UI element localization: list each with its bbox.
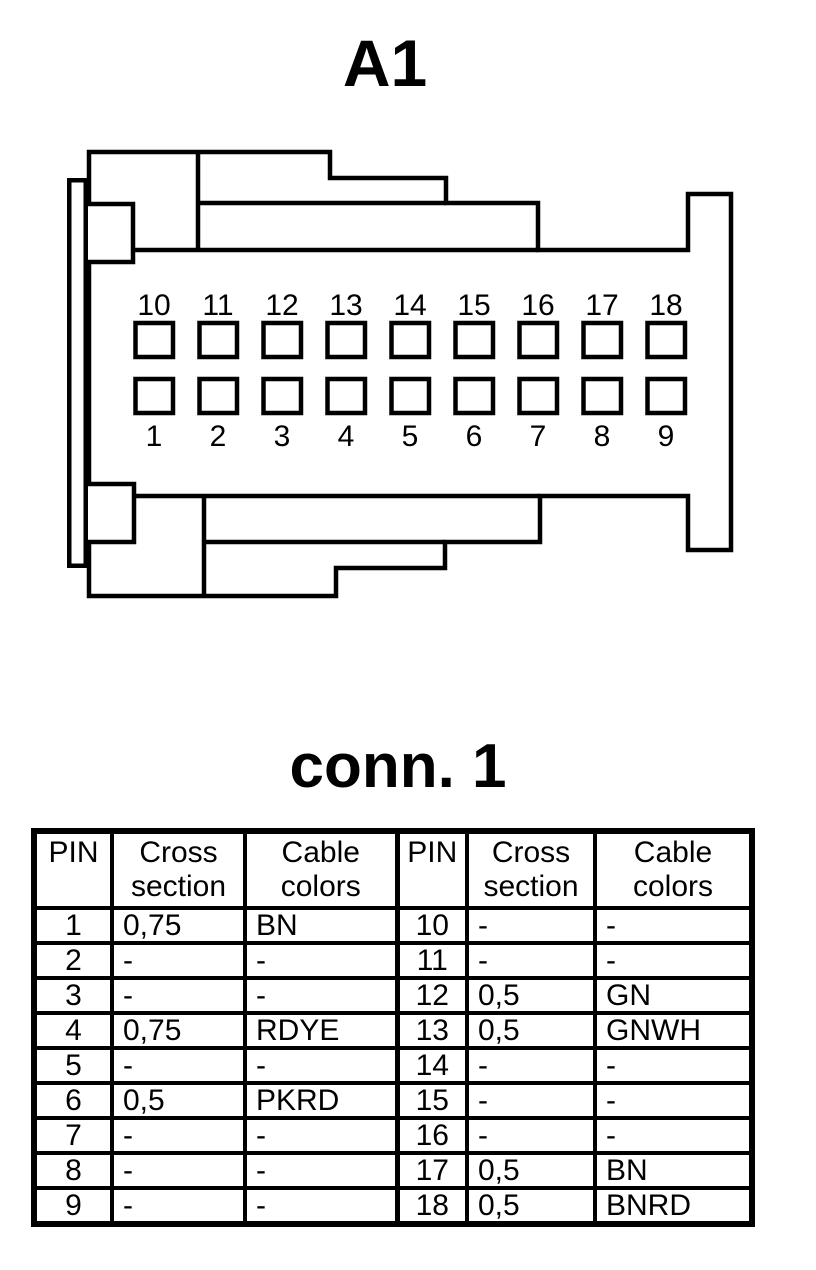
table-row: [34, 978, 752, 1013]
cross-section-value: 0,75: [112, 1013, 245, 1048]
pin-number: 2: [34, 943, 112, 978]
connector-housing-outline: [89, 152, 731, 596]
pin-label-1: 1: [145, 420, 163, 453]
cable-color-value: BNRD: [595, 1188, 752, 1224]
cable-color-value: -: [595, 908, 752, 943]
pin-cavity-18: [648, 323, 686, 357]
pin-number: 7: [34, 1118, 112, 1153]
pin-label-17: 17: [585, 289, 619, 322]
table-row: [34, 1048, 752, 1083]
table-row: [34, 1118, 752, 1153]
header-cable-colors-left: Cable colors: [245, 831, 397, 908]
pin-labels-top-row: [137, 289, 682, 322]
pin-cavity-3: [264, 379, 302, 413]
pin-label-11: 11: [202, 289, 234, 322]
cable-color-value: -: [245, 978, 397, 1013]
header-pin-left: PIN: [34, 831, 112, 908]
pin-label-9: 9: [657, 420, 675, 453]
cable-color-value: -: [595, 1048, 752, 1083]
cross-section-value: -: [467, 1083, 595, 1118]
pin-label-4: 4: [337, 420, 355, 453]
pin-number: 14: [397, 1048, 467, 1083]
cable-color-value: -: [245, 1153, 397, 1188]
pin-number: 12: [397, 978, 467, 1013]
pin-cavity-9: [648, 379, 686, 413]
pin-cavity-2: [200, 379, 238, 413]
cross-section-value: -: [467, 1118, 595, 1153]
pin-cavity-16: [520, 323, 558, 357]
pin-cavity-4: [328, 379, 366, 413]
pin-cavities-top-row: [136, 323, 686, 357]
pin-label-15: 15: [457, 289, 491, 322]
table-row: [34, 943, 752, 978]
table-row: [34, 1083, 752, 1118]
pin-number: 18: [397, 1188, 467, 1224]
pin-number: 11: [397, 943, 467, 978]
pin-cavity-15: [456, 323, 494, 357]
pin-number: 5: [34, 1048, 112, 1083]
pin-cavity-6: [456, 379, 494, 413]
pin-number: 17: [397, 1153, 467, 1188]
pin-label-8: 8: [593, 420, 611, 453]
pin-label-3: 3: [273, 420, 291, 453]
pin-label-2: 2: [209, 420, 227, 453]
header-cross-section-right: Cross section: [467, 831, 595, 908]
connector-title: A1: [342, 26, 428, 100]
table-header-row: [34, 831, 752, 908]
pin-cavity-8: [584, 379, 622, 413]
pin-cavity-7: [520, 379, 558, 413]
pin-number: 16: [397, 1118, 467, 1153]
cross-section-value: 0,75: [112, 908, 245, 943]
cross-section-value: -: [112, 1153, 245, 1188]
header-cross-section-left: Cross section: [112, 831, 245, 908]
pin-cavity-10: [136, 323, 174, 357]
cross-section-value: -: [112, 1188, 245, 1224]
cross-section-value: 0,5: [467, 1013, 595, 1048]
pin-number: 3: [34, 978, 112, 1013]
pin-label-18: 18: [649, 289, 683, 322]
cable-color-value: GNWH: [595, 1013, 752, 1048]
pin-cavity-12: [264, 323, 302, 357]
cross-section-value: -: [467, 1048, 595, 1083]
pin-cavity-5: [392, 379, 430, 413]
cable-color-value: RDYE: [245, 1013, 397, 1048]
cable-color-value: -: [245, 1118, 397, 1153]
pin-cavities-bottom-row: [136, 379, 686, 413]
pin-label-6: 6: [465, 420, 483, 453]
cross-section-value: 0,5: [467, 1153, 595, 1188]
cross-section-value: -: [467, 908, 595, 943]
pin-label-10: 10: [137, 289, 171, 322]
table-row: [34, 1153, 752, 1188]
cable-color-value: BN: [595, 1153, 752, 1188]
cross-section-value: 0,5: [467, 1188, 595, 1224]
pin-cavity-11: [200, 323, 238, 357]
cable-color-value: -: [245, 943, 397, 978]
pin-label-14: 14: [393, 289, 427, 322]
cross-section-value: 0,5: [112, 1083, 245, 1118]
pin-label-5: 5: [401, 420, 419, 453]
cable-color-value: -: [245, 1188, 397, 1224]
cross-section-value: -: [112, 943, 245, 978]
connector-left-latch-bar: [69, 180, 86, 566]
header-cable-colors-right: Cable colors: [595, 831, 752, 908]
table-row: [34, 908, 752, 943]
cable-color-value: -: [595, 1083, 752, 1118]
cable-color-value: -: [245, 1048, 397, 1083]
cross-section-value: 0,5: [467, 978, 595, 1013]
cross-section-value: -: [112, 1048, 245, 1083]
cross-section-value: -: [112, 1118, 245, 1153]
pin-number: 6: [34, 1083, 112, 1118]
table-row: [34, 1013, 752, 1048]
cross-section-value: -: [112, 978, 245, 1013]
pin-cavity-1: [136, 379, 174, 413]
pin-assignment-table: [31, 828, 755, 1227]
pin-cavity-13: [328, 323, 366, 357]
pin-labels-bottom-row: [146, 420, 675, 453]
pin-label-13: 13: [329, 289, 363, 322]
cable-color-value: BN: [245, 908, 397, 943]
pin-number: 9: [34, 1188, 112, 1224]
table-title: conn. 1: [289, 732, 507, 801]
cable-color-value: PKRD: [245, 1083, 397, 1118]
header-pin-right: PIN: [397, 831, 467, 908]
pin-number: 4: [34, 1013, 112, 1048]
pin-cavity-14: [392, 323, 430, 357]
cable-color-value: -: [595, 1118, 752, 1153]
pin-cavity-17: [584, 323, 622, 357]
cable-color-value: GN: [595, 978, 752, 1013]
pin-number: 13: [397, 1013, 467, 1048]
cross-section-value: -: [467, 943, 595, 978]
pin-label-16: 16: [521, 289, 555, 322]
pin-label-12: 12: [265, 289, 299, 322]
connector-interior-lines: [133, 152, 540, 596]
cable-color-value: -: [595, 943, 752, 978]
pin-number: 15: [397, 1083, 467, 1118]
table-row: [34, 1188, 752, 1224]
pin-number: 10: [397, 908, 467, 943]
pin-label-7: 7: [529, 420, 547, 453]
pin-number: 1: [34, 908, 112, 943]
pin-number: 8: [34, 1153, 112, 1188]
